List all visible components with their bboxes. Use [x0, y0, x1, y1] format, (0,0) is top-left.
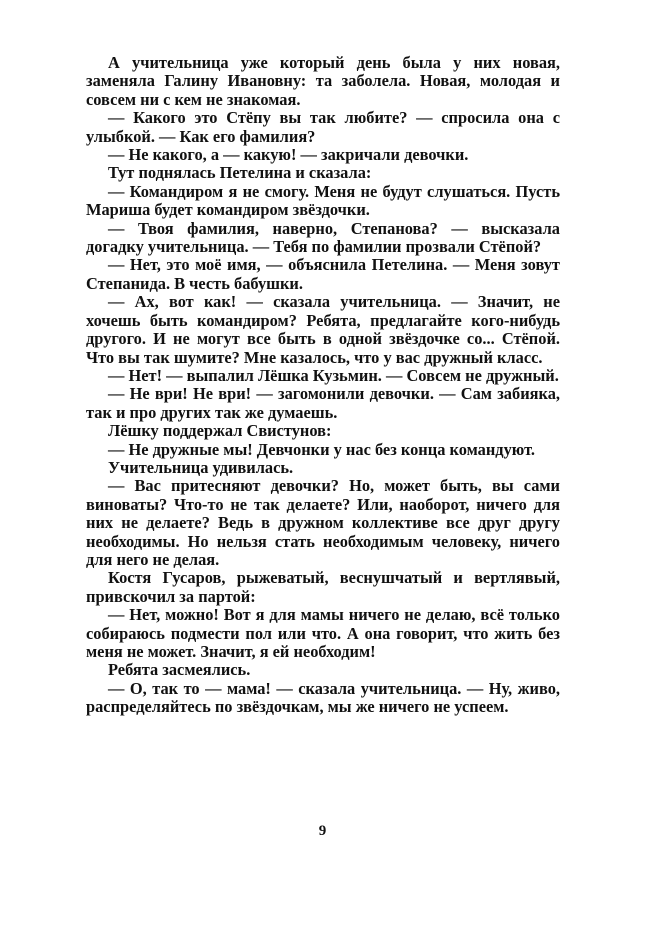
paragraph-15: Костя Гусаров, рыжеватый, веснушчатый и вертлявый, привскочил за партой: — [86, 568, 560, 606]
paragraph-3: — Не какого, а — какую! — закричали девочки. — [108, 145, 469, 165]
paragraph-13: Учительница удивилась. — [108, 457, 294, 477]
page-number: 9 — [318, 823, 327, 839]
paragraph-16: — Нет, можно! Вот я для мамы ничего не делаю, всё только собираюсь подмести пол или что. А она говорит, что жить без меня не может. Значит, я ей необходим! — [86, 605, 560, 661]
paragraph-1: А учительница уже который день была у них новая, заменяла Галину Ивановну: та заболела. Новая, молодая и совсем ни с кем не знакомая. — [86, 53, 560, 109]
paragraph-4: Тут поднялась Петелина и сказала: — [108, 163, 372, 183]
paragraph-9: — Нет! — выпалил Лёшка Кузьмин. — Совсем не дружный. — [108, 365, 559, 385]
paragraph-6: — Твоя фамилия, наверно, Степанова? — высказала догадку учительница. — Тебя по фамилии прозвали Стёпой? — [86, 218, 560, 257]
paragraph-5: — Командиром я не смогу. Меня не будут слушаться. Пусть Мариша будет командиром звёздочки. — [86, 181, 560, 220]
paragraph-8: — Ах, вот как! — сказала учительница. — Значит, не хочешь быть командиром? Ребята, предлагайте кого-нибудь другого. И не могут все быть в одной звёздочке со... Стёпой. Что вы так шумите? Мне казалось, что у вас дружный класс. — [86, 292, 560, 367]
paragraph-11: Лёшку поддержал Свистунов: — [108, 421, 332, 441]
paragraph-17: Ребята засмеялись. — [108, 660, 251, 680]
paragraph-2: — Какого это Стёпу вы так любите? — спросила она с улыбкой. — Как его фамилия? — [86, 108, 560, 146]
paragraph-7: — Нет, это моё имя, — объяснила Петелина. — Меня зовут Степанида. В честь бабушки. — [86, 255, 560, 293]
paragraph-18: — О, так то — мама! — сказала учительница. — Ну, живо, распределяйтесь по звёздочкам, мы же ничего не успеем. — [86, 678, 560, 717]
paragraph-14: — Вас притесняют девочки? Но, может быть, вы сами виноваты? Что-то не так делаете? Или, наоборот, ничего для них не делаете? Ведь в дружном коллективе все друг другу необходимы. Но нельзя стать необходимым человеку, ничего для него не делая. — [86, 476, 560, 569]
paragraph-12: — Не дружные мы! Девчонки у нас без конца командуют. — [108, 439, 536, 459]
paragraph-10: — Не ври! Не ври! — загомонили девочки. — Сам забияка, так и про других так же думаешь. — [86, 384, 560, 422]
page-body — [86, 54, 560, 717]
